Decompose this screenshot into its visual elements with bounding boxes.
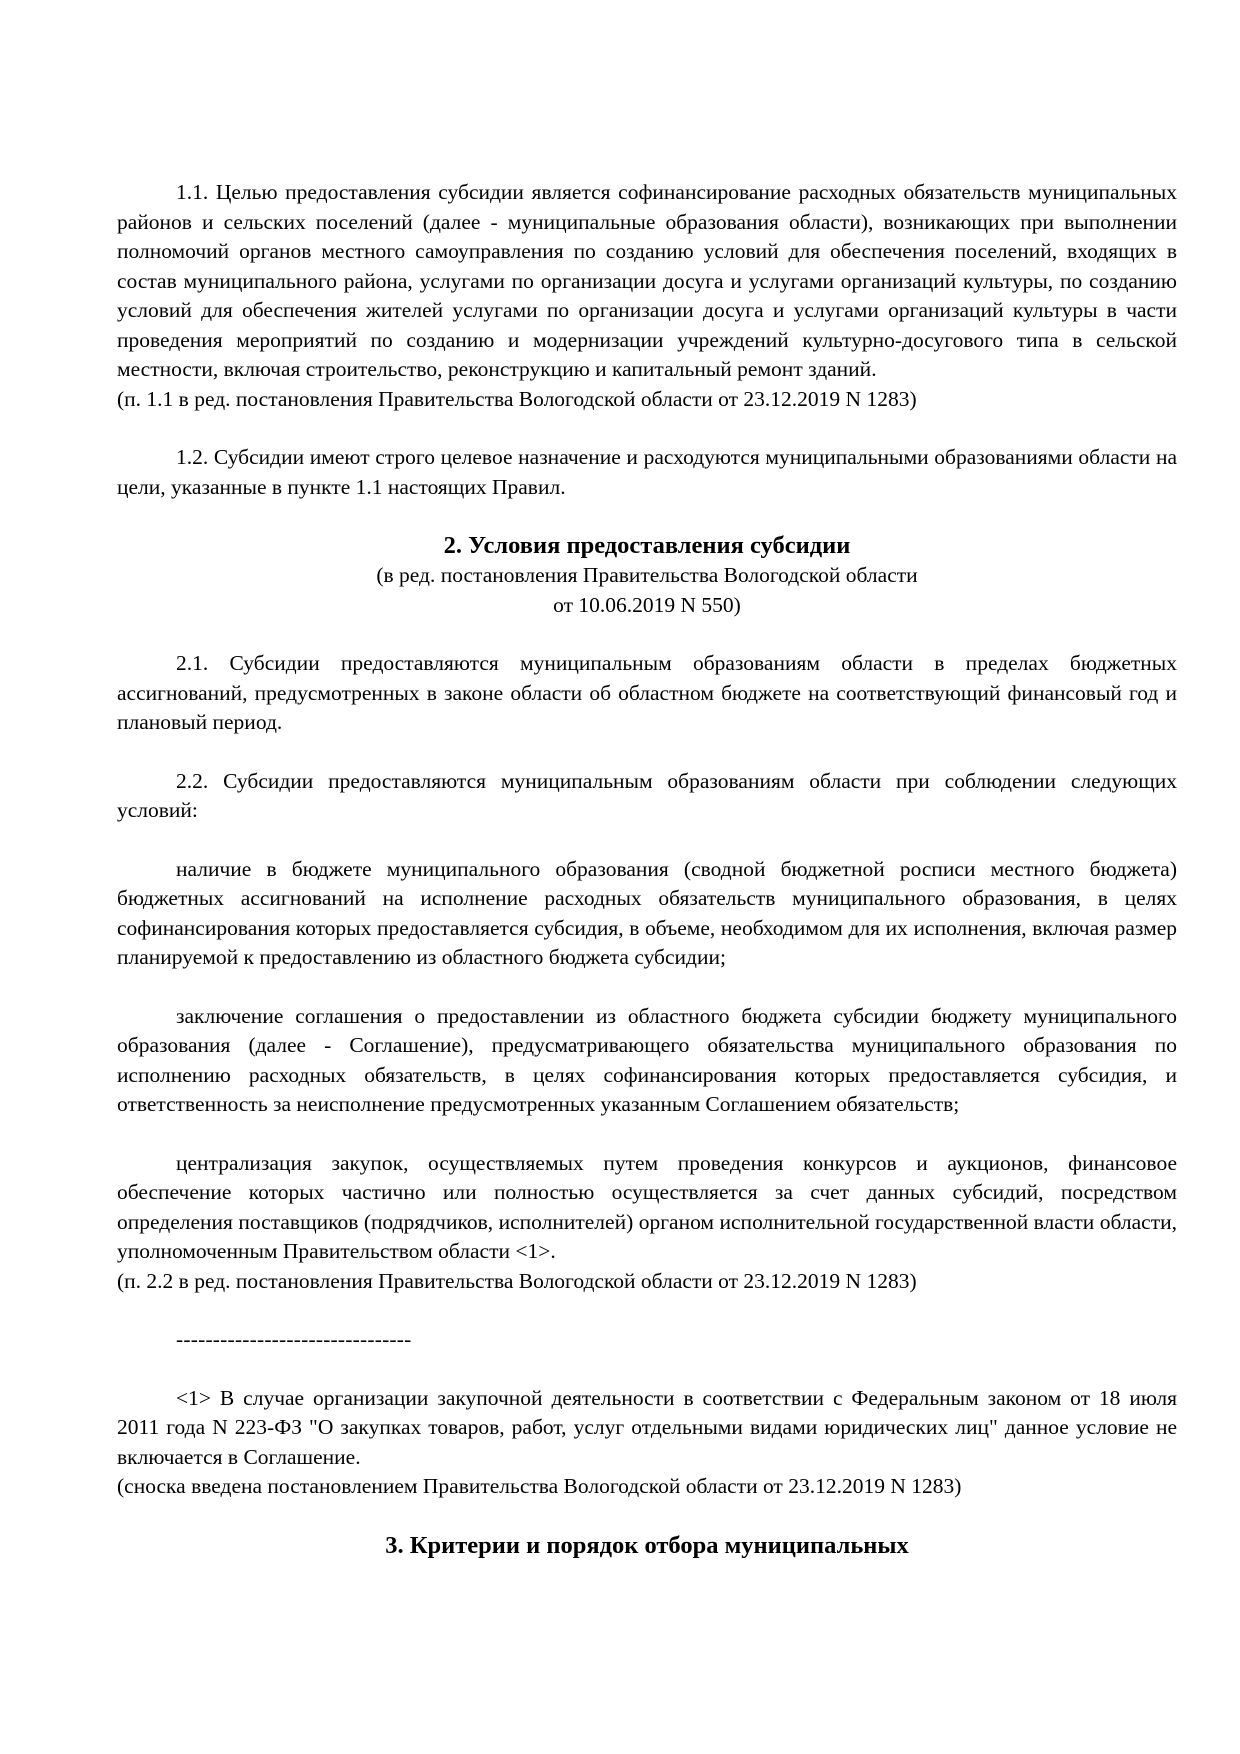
- footnote-separator: --------------------------------: [176, 1327, 412, 1351]
- amendment-note-1-1: (п. 1.1 в ред. постановления Правительства Вологодской области от 23.12.2019 N 1283): [117, 386, 917, 411]
- spacer: [117, 738, 1177, 767]
- paragraph-2-1: 2.1. Субсидии предоставляются муниципальным образованиям области в пределах бюджетных ассигнований, предусмотренных в законе области об областном бюджете на соответствующий финансовый год и плановый период.: [117, 651, 1177, 734]
- section-2-title: 2. Условия предоставления субсидии: [443, 532, 851, 559]
- spacer: [117, 1355, 1177, 1384]
- footnote-note: (сноска введена постановлением Правительства Вологодской области от 23.12.2019 N 1283): [117, 1474, 962, 1498]
- paragraph-2-2: 2.2. Субсидии предоставляются муниципальным образованиям области при соблюдении следующих условий:: [117, 768, 1177, 822]
- paragraph-1-1: 1.1. Целью предоставления субсидии является софинансирование расходных обязательств муниципальных районов и сельских поселений (далее - муниципальные образования области), возникающих при выполнении полномочий органов местного самоуправления по созданию условий для обеспечения поселений, входящих в состав муниципального района, услугами по организации досуга и услугами организаций культуры, по созданию условий для обеспечения жителей услугами по организации досуга и услугами организаций культуры в части проведения мероприятий по созданию и модернизации учреждений культурно-досугового типа в сельской местности, включая строительство, реконструкцию и капитальный ремонт зданий.: [117, 180, 1177, 381]
- spacer: [117, 973, 1177, 1002]
- spacer: [117, 1502, 1177, 1531]
- spacer: [117, 502, 1177, 531]
- section-3-title: 3. Критерии и порядок отбора муниципальных: [385, 1531, 909, 1559]
- amendment-note-2-2: (п. 2.2 в ред. постановления Правительства Вологодской области от 23.12.2019 N 1283): [117, 1268, 917, 1293]
- spacer: [117, 826, 1177, 855]
- spacer: [117, 1296, 1177, 1325]
- footnote-text: <1> В случае организации закупочной деятельности в соответствии с Федеральным законом от 18 июля 2011 года N 223-ФЗ "О закупках товаров, работ, услуг отдельными видами юридических лиц" данное условие не включается в Соглашение.: [117, 1385, 1177, 1469]
- section-2-subtitle-line2: от 10.06.2019 N 550): [553, 592, 741, 617]
- paragraph-1-2: 1.2. Субсидии имеют строго целевое назначение и расходуются муниципальными образованиями области на цели, указанные в пункте 1.1 настоящих Правил.: [117, 445, 1177, 499]
- section-2-subtitle-line1: (в ред. постановления Правительства Вологодской области: [376, 563, 918, 587]
- spacer: [117, 414, 1177, 443]
- condition-item: наличие в бюджете муниципального образования (сводной бюджетной росписи местного бюджета) бюджетных ассигнований на исполнение расходных обязательств муниципального образования, в целях софинансирования которых предоставляется субсидия, в объеме, необходимом для их исполнения, включая размер планируемой к предоставлению из областного бюджета субсидии;: [117, 856, 1177, 969]
- condition-item: заключение соглашения о предоставлении из областного бюджета субсидии бюджету муниципального образования (далее - Соглашение), предусматривающего обязательства муниципального образования по исполнению расходных обязательств, в целях софинансирования которых предоставляется субсидия, и ответственность за неисполнение предусмотренных указанным Соглашением обязательств;: [117, 1003, 1177, 1116]
- spacer: [117, 1120, 1177, 1149]
- document-body: [117, 178, 1177, 1561]
- condition-item: централизация закупок, осуществляемых путем проведения конкурсов и аукционов, финансовое обеспечение которых частично или полностью осуществляется за счет данных субсидий, посредством определения поставщиков (подрядчиков, исполнителей) органом исполнительной государственной власти области, уполномоченным Правительством области <1>.: [117, 1150, 1177, 1263]
- spacer: [117, 620, 1177, 649]
